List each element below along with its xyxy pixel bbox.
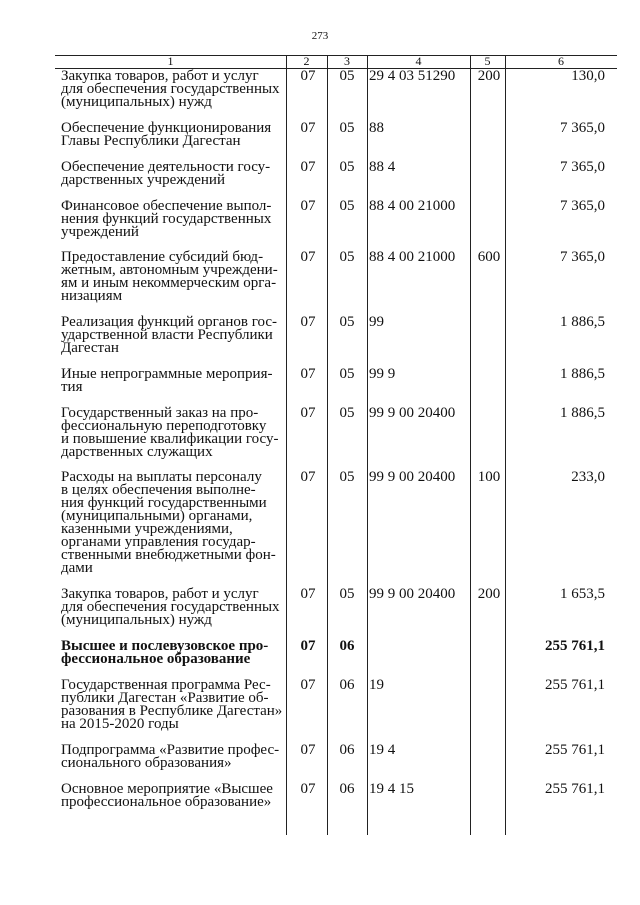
row-amount: 255 761,1 [545, 638, 605, 654]
row-target-article: 99 9 [369, 366, 396, 382]
row-subsection: 06 [339, 638, 355, 654]
row-target-article: 88 4 [369, 159, 396, 175]
header-col-1: 1 [167, 54, 174, 68]
row-subsection: 05 [339, 159, 355, 175]
row-expense-type: 600 [477, 249, 501, 265]
row-target-article: 88 [369, 120, 384, 136]
row-name: Реализация функций органов гос- ударственной власти Республики Дагестан [61, 314, 278, 356]
header-col-5: 5 [484, 54, 491, 68]
row-target-article: 29 4 03 51290 [369, 68, 456, 84]
row-target-article: 19 4 [369, 742, 396, 758]
row-amount: 1 886,5 [560, 405, 605, 421]
row-name: Иные непрограммные мероприя- тия [61, 366, 273, 395]
row-name: Закупка товаров, работ и услуг для обеспечения государственных (муниципальных) нужд [61, 68, 280, 110]
row-section: 07 [300, 366, 316, 382]
row-subsection: 05 [339, 586, 355, 602]
row-section: 07 [300, 469, 316, 485]
row-expense-type: 200 [477, 68, 501, 84]
row-name: Подпрограмма «Развитие профес- сионального образования» [61, 742, 280, 771]
row-target-article: 88 4 00 21000 [369, 198, 456, 214]
budget-table [55, 55, 617, 835]
column-divider [327, 55, 328, 835]
row-name: Расходы на выплаты персоналу в целях обеспечения выполне- ния функций государственными (муниципальными) органами, казенными учреждениями, органами управления государ- ственными внебюджетными фон- дами [61, 469, 276, 576]
row-subsection: 06 [339, 742, 355, 758]
page-number: 273 [311, 30, 329, 42]
row-target-article: 99 9 00 20400 [369, 405, 456, 421]
row-subsection: 05 [339, 405, 355, 421]
row-subsection: 06 [339, 781, 355, 797]
row-amount: 255 761,1 [545, 781, 605, 797]
row-target-article: 99 [369, 314, 384, 330]
row-name: Предоставление субсидий бюд- жетным, автономным учреждени- ям и иным некоммерческим орга- низациям [61, 249, 278, 304]
column-divider [470, 55, 471, 835]
row-target-article: 19 4 15 [369, 781, 414, 797]
row-expense-type: 200 [477, 586, 501, 602]
row-target-article: 99 9 00 20400 [369, 586, 456, 602]
row-subsection: 05 [339, 120, 355, 136]
row-amount: 130,0 [571, 68, 605, 84]
row-subsection: 05 [339, 366, 355, 382]
row-section: 07 [300, 742, 316, 758]
row-subsection: 05 [339, 469, 355, 485]
row-section: 07 [300, 405, 316, 421]
row-name: Основное мероприятие «Высшее профессиональное образование» [61, 781, 273, 810]
row-amount: 7 365,0 [560, 198, 605, 214]
row-name: Обеспечение деятельности госу- дарственных учреждений [61, 159, 271, 188]
row-section: 07 [300, 198, 316, 214]
row-amount: 1 886,5 [560, 366, 605, 382]
row-name: Обеспечение функционирования Главы Республики Дагестан [61, 120, 272, 149]
row-target-article: 19 [369, 677, 384, 693]
row-amount: 7 365,0 [560, 159, 605, 175]
row-target-article: 99 9 00 20400 [369, 469, 456, 485]
row-section: 07 [300, 638, 316, 654]
row-section: 07 [300, 781, 316, 797]
row-section: 07 [300, 314, 316, 330]
row-subsection: 05 [339, 314, 355, 330]
row-name: Государственный заказ на про- фессиональную переподготовку и повышение квалификации госу- дарственных служащих [61, 405, 279, 460]
row-amount: 7 365,0 [560, 249, 605, 265]
header-col-3: 3 [344, 54, 350, 68]
row-name: Государственная программа Рес- публики Дагестан «Развитие об- разования в Республике Дагестан» на 2015-2020 годы [61, 677, 283, 732]
row-amount: 1 886,5 [560, 314, 605, 330]
row-amount: 233,0 [571, 469, 605, 485]
header-col-6: 6 [558, 54, 564, 68]
row-amount: 255 761,1 [545, 677, 605, 693]
row-section: 07 [300, 159, 316, 175]
row-section: 07 [300, 677, 316, 693]
row-section: 07 [300, 586, 316, 602]
row-section: 07 [300, 120, 316, 136]
column-divider [367, 55, 368, 835]
header-col-2: 2 [303, 54, 310, 68]
row-subsection: 05 [339, 249, 355, 265]
row-amount: 7 365,0 [560, 120, 605, 136]
row-section: 07 [300, 249, 316, 265]
row-section: 07 [300, 68, 316, 84]
row-name: Финансовое обеспечение выпол- нения функций государственных учреждений [61, 198, 272, 240]
row-subsection: 06 [339, 677, 355, 693]
row-expense-type: 100 [477, 469, 501, 485]
row-subsection: 05 [339, 198, 355, 214]
row-subsection: 05 [339, 68, 355, 84]
column-divider [505, 55, 506, 835]
row-name: Закупка товаров, работ и услуг для обеспечения государственных (муниципальных) нужд [61, 586, 280, 628]
row-amount: 1 653,5 [560, 586, 605, 602]
row-name: Высшее и послевузовское про- фессиональное образование [61, 638, 269, 667]
header-col-4: 4 [415, 54, 422, 68]
row-amount: 255 761,1 [545, 742, 605, 758]
row-target-article: 88 4 00 21000 [369, 249, 456, 265]
